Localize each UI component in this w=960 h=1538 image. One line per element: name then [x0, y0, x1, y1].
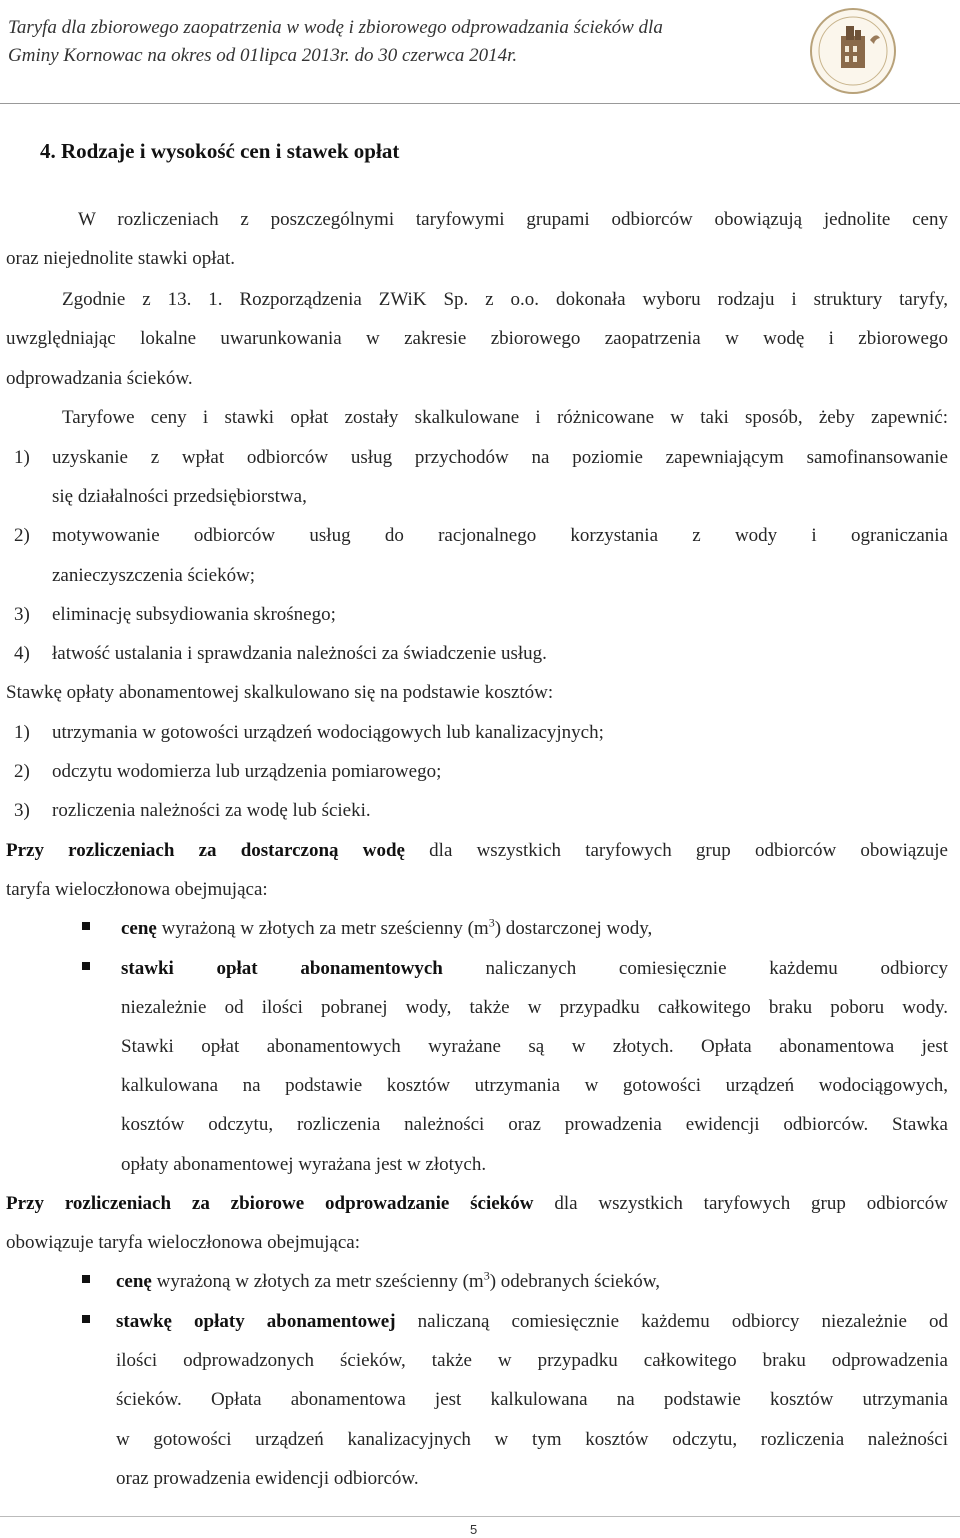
- goal-text-cont: się działalności przedsiębiorstwa,: [52, 486, 307, 507]
- water-intro-line2: taryfa wieloczłonowa obejmująca:: [6, 879, 268, 900]
- sewage-bullet-2-line3: ścieków. Opłata abonamentowa jest kalkulowana na podstawie kosztów utrzymania: [116, 1389, 948, 1410]
- water-bullet-2-line5: kosztów odczytu, rozliczenia należności oraz prowadzenia ewidencji odbiorców. Stawka: [121, 1114, 948, 1135]
- water-intro-bold: Przy rozliczeniach za dostarczoną wodę: [6, 840, 405, 861]
- water-bullet-2-line3: Stawki opłat abonamentowych wyrażane są w złotych. Opłata abonamentowa jest: [121, 1036, 948, 1057]
- footer-divider: [0, 1516, 960, 1517]
- goal-number: 3): [14, 604, 30, 625]
- square-bullet-icon: [82, 922, 90, 930]
- header-line-2: Gminy Kornowac na okres od 01lipca 2013r. do 30 czerwca 2014r.: [8, 45, 518, 66]
- page-number: 5: [470, 1522, 478, 1537]
- para1-line1: W rozliczeniach z poszczególnymi taryfowymi grupami odbiorców obowiązują jednolite ceny: [78, 209, 948, 230]
- square-bullet-icon: [82, 1275, 90, 1283]
- sewage-intro-line2: obowiązuje taryfa wieloczłonowa obejmująca:: [6, 1232, 360, 1253]
- fee-item-text: rozliczenia należności za wodę lub ścieki.: [52, 800, 371, 821]
- sewage-bullet-1: [116, 1270, 660, 1294]
- sewage-bullet-1-end: ) odebranych ścieków,: [489, 1271, 660, 1292]
- water-bullet-2-rest: naliczanych comiesięcznie każdemu odbiorcy: [485, 958, 948, 979]
- sewage-bullet-2-line5: oraz prowadzenia ewidencji odbiorców.: [116, 1468, 419, 1489]
- para2-line3: odprowadzania ścieków.: [6, 368, 193, 389]
- square-bullet-icon: [82, 962, 90, 970]
- water-bullet-1-end: ) dostarczonej wody,: [494, 918, 653, 939]
- goal-text: uzyskanie z wpłat odbiorców usług przychodów na poziomie zapewniającym samofinansowanie: [52, 447, 948, 468]
- square-bullet-icon: [82, 1315, 90, 1323]
- fee-item-text: utrzymania w gotowości urządzeń wodociągowych lub kanalizacyjnych;: [52, 722, 604, 743]
- fee-item-text: odczytu wodomierza lub urządzenia pomiarowego;: [52, 761, 442, 782]
- water-bullet-1: [121, 917, 652, 941]
- sewage-bullet-2-line2: ilości odprowadzonych ścieków, także w przypadku całkowitego braku odprowadzenia: [116, 1350, 948, 1371]
- para2-line2: uwzględniając lokalne uwarunkowania w zakresie zbiorowego zaopatrzenia w wodę i zbiorowego: [6, 328, 948, 349]
- para3-intro: Taryfowe ceny i stawki opłat zostały skalkulowane i różnicowane w taki sposób, żeby zapewnić:: [62, 407, 948, 428]
- fee-item-number: 3): [14, 800, 30, 821]
- water-bullet-1-bold: cenę: [121, 918, 157, 939]
- water-intro-line1: [6, 839, 948, 863]
- header-line-1: Taryfa dla zbiorowego zaopatrzenia w wodę i zbiorowego odprowadzania ścieków dla: [8, 17, 663, 38]
- sewage-intro-rest: dla wszystkich taryfowych grup odbiorców: [554, 1193, 948, 1214]
- header-divider: [0, 103, 960, 104]
- sewage-bullet-2-line4: w gotowości urządzeń kanalizacyjnych w tym kosztów odczytu, rozliczenia należności: [116, 1429, 948, 1450]
- water-bullet-2-line2: niezależnie od ilości pobranej wody, także w przypadku całkowitego braku poboru wody.: [121, 997, 948, 1018]
- para2-line1: Zgodnie z 13. 1. Rozporządzenia ZWiK Sp. z o.o. dokonała wyboru rodzaju i struktury taryfy,: [62, 289, 948, 310]
- sewage-bullet-1-text: wyrażoną w złotych za metr sześcienny (m: [156, 1271, 484, 1292]
- page-header: [8, 14, 808, 70]
- sewage-bullet-2-bold: stawkę opłaty abonamentowej: [116, 1311, 396, 1332]
- goal-number: 1): [14, 447, 30, 468]
- water-bullet-2-bold: stawki opłat abonamentowych: [121, 958, 443, 979]
- goal-text-cont: zanieczyszczenia ścieków;: [52, 565, 256, 586]
- sewage-intro-bold: Przy rozliczeniach za zbiorowe odprowadzanie ścieków: [6, 1193, 534, 1214]
- water-bullet-2-line4: kalkulowana na podstawie kosztów utrzymania w gotowości urządzeń wodociągowych,: [121, 1075, 948, 1096]
- sewage-intro-line1: [6, 1192, 948, 1216]
- sewage-bullet-2-line1: [116, 1310, 948, 1334]
- goal-text: eliminację subsydiowania skrośnego;: [52, 604, 336, 625]
- superscript: 3: [483, 1268, 490, 1283]
- water-bullet-2-line1: [121, 957, 948, 981]
- section-title: 4. Rodzaje i wysokość cen i stawek opłat: [40, 139, 400, 163]
- sewage-bullet-1-bold: cenę: [116, 1271, 152, 1292]
- superscript: 3: [488, 915, 495, 930]
- water-intro-rest: dla wszystkich taryfowych grup odbiorców obowiązuje: [429, 840, 948, 861]
- sewage-bullet-2-rest: naliczaną comiesięcznie każdemu odbiorcy niezależnie od: [417, 1311, 949, 1332]
- fee-item-number: 1): [14, 722, 30, 743]
- fee-intro: Stawkę opłaty abonamentowej skalkulowano się na podstawie kosztów:: [6, 682, 554, 703]
- goal-number: 4): [14, 643, 30, 664]
- goal-text: łatwość ustalania i sprawdzania należności za świadczenie usług.: [52, 643, 547, 664]
- goal-text: motywowanie odbiorców usług do racjonalnego korzystania z wody i ograniczania: [52, 525, 948, 546]
- goal-number: 2): [14, 525, 30, 546]
- water-bullet-1-text: wyrażoną w złotych za metr sześcienny (m: [161, 918, 489, 939]
- para1-line2: oraz niejednolite stawki opłat.: [6, 248, 235, 269]
- company-seal-logo: [808, 6, 898, 96]
- water-bullet-2-line6: opłaty abonamentowej wyrażana jest w złotych.: [121, 1154, 487, 1175]
- fee-item-number: 2): [14, 761, 30, 782]
